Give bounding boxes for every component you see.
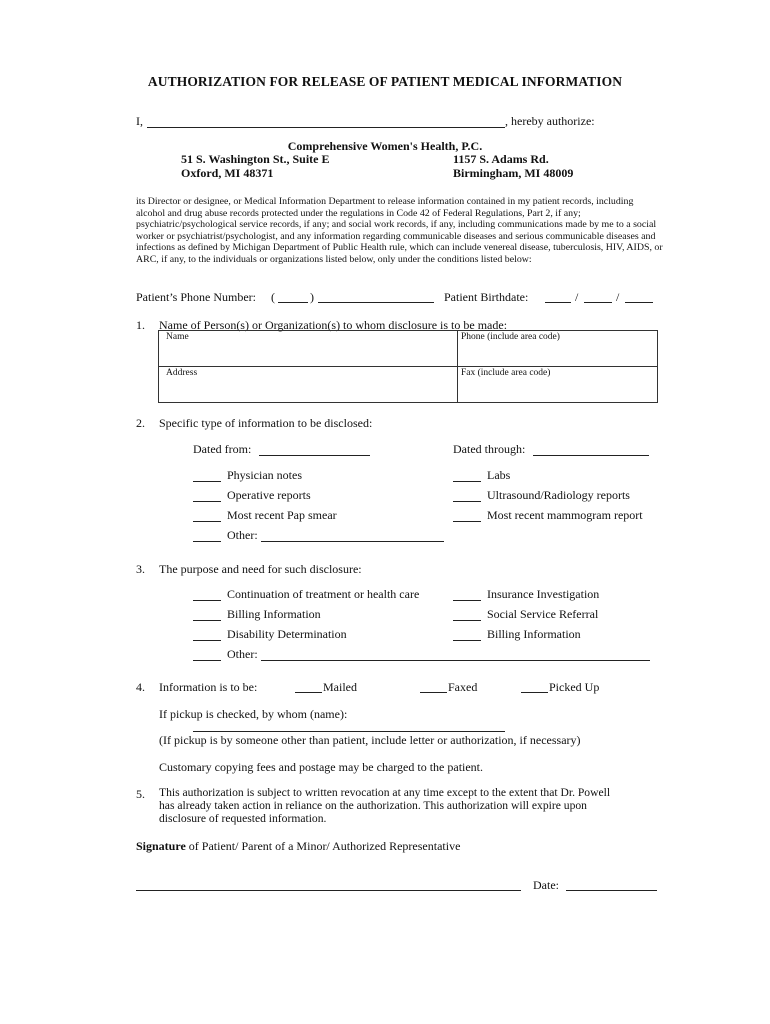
checkbox-mailed[interactable]: [295, 692, 322, 693]
birthdate-day-field[interactable]: [584, 302, 612, 303]
recipient-name-label: Name: [166, 332, 189, 342]
other-purpose-field[interactable]: [261, 660, 650, 661]
item-ultrasound: Ultrasound/Radiology reports: [487, 488, 630, 502]
dated-from-field[interactable]: [259, 455, 370, 456]
birthdate-year-field[interactable]: [625, 302, 653, 303]
fees-note: Customary copying fees and postage may be charged to the patient.: [159, 760, 484, 774]
option-mailed: Mailed: [323, 680, 357, 694]
phone-paren-close: ): [310, 290, 314, 304]
patient-name-field[interactable]: [147, 127, 505, 128]
item-other-info: Other:: [227, 528, 258, 542]
checkbox-physician-notes[interactable]: [193, 481, 221, 482]
section1-number: 1.: [136, 318, 145, 332]
item-operative-reports: Operative reports: [227, 488, 311, 502]
recipient-phone-cell[interactable]: [457, 330, 658, 367]
authorize-suffix: , hereby authorize:: [505, 114, 595, 128]
dated-from-label: Dated from:: [193, 442, 252, 456]
phone-paren-open: (: [271, 290, 275, 304]
recipient-address-cell[interactable]: [158, 366, 458, 403]
form-title: AUTHORIZATION FOR RELEASE OF PATIENT MEDICAL INFORMATION: [147, 74, 623, 89]
item-billing-right: Billing Information: [487, 627, 581, 641]
checkbox-other-info[interactable]: [193, 541, 221, 542]
provider-location2-street: 1157 S. Adams Rd.: [453, 152, 549, 166]
checkbox-labs[interactable]: [453, 481, 481, 482]
checkbox-continuation[interactable]: [193, 600, 221, 601]
signature-field[interactable]: [136, 890, 521, 891]
birthdate-month-field[interactable]: [545, 302, 571, 303]
checkbox-disability[interactable]: [193, 640, 221, 641]
section5-line2: has already taken action in reliance on the authorization. This authorization will expire upon: [159, 799, 587, 812]
checkbox-picked-up[interactable]: [521, 692, 548, 693]
phone-label: Patient’s Phone Number:: [136, 290, 256, 304]
recipient-fax-cell[interactable]: [457, 366, 658, 403]
provider-location1-city: Oxford, MI 48371: [181, 166, 274, 180]
checkbox-insurance[interactable]: [453, 600, 481, 601]
section5-line3: disclosure of requested information.: [159, 812, 327, 825]
other-info-field[interactable]: [261, 541, 444, 542]
checkbox-social-service[interactable]: [453, 620, 481, 621]
signature-date-field[interactable]: [566, 890, 657, 891]
item-billing-left: Billing Information: [227, 607, 321, 621]
item-pap-smear: Most recent Pap smear: [227, 508, 337, 522]
intro-paragraph: its Director or designee, or Medical Information Department to release information contained in my patient records, including alcohol and drug abuse records protected under the regulations in Code 42 of Federal Regulations, Part 2, if any; psychiatric/psychological service records, if any; and social work records, if any, including communications made by me to a social worker or psychiatrist/psychologist, and any information regarding communicable diseases and serious communicable diseases and infections as defined by Michigan Department of Public Health rule, which can include venereal disease, tuberculosis, HIV, AIDS, or ARC, if any, to the individuals or organizations listed below, only under the conditions listed below:: [136, 196, 663, 265]
pickup-name-field[interactable]: [193, 731, 505, 732]
authorize-prefix: I,: [136, 114, 143, 128]
section1-label: Name of Person(s) or Organization(s) to whom disclosure is to be made:: [159, 318, 508, 332]
section2-label: Specific type of information to be disclosed:: [159, 416, 373, 430]
section5-number: 5.: [136, 787, 145, 801]
phone-area-code-field[interactable]: [278, 302, 308, 303]
item-disability: Disability Determination: [227, 627, 347, 641]
section5-line1: This authorization is subject to written revocation at any time except to the extent that Dr. Powell: [159, 786, 611, 799]
section3-label: The purpose and need for such disclosure:: [159, 562, 362, 576]
item-social-service: Social Service Referral: [487, 607, 599, 621]
signature-caption-bold: Signature: [136, 839, 186, 853]
checkbox-faxed[interactable]: [420, 692, 447, 693]
checkbox-operative-reports[interactable]: [193, 501, 221, 502]
signature-caption-rest: of Patient/ Parent of a Minor/ Authorized Representative: [185, 839, 461, 853]
item-insurance: Insurance Investigation: [487, 587, 600, 601]
section4-number: 4.: [136, 680, 145, 694]
provider-location1-street: 51 S. Washington St., Suite E: [181, 152, 330, 166]
birthdate-sep-1: /: [575, 290, 579, 304]
section4-label: Information is to be:: [159, 680, 258, 694]
item-other-purpose: Other:: [227, 647, 258, 661]
item-continuation: Continuation of treatment or health care: [227, 587, 420, 601]
birthdate-sep-2: /: [616, 290, 620, 304]
checkbox-billing-right[interactable]: [453, 640, 481, 641]
item-labs: Labs: [487, 468, 511, 482]
recipient-name-cell[interactable]: [158, 330, 458, 367]
checkbox-ultrasound[interactable]: [453, 501, 481, 502]
recipient-phone-label: Phone (include area code): [461, 332, 560, 342]
option-picked-up: Picked Up: [549, 680, 600, 694]
option-faxed: Faxed: [448, 680, 478, 694]
recipient-fax-label: Fax (include area code): [461, 368, 551, 378]
dated-through-field[interactable]: [533, 455, 649, 456]
section2-number: 2.: [136, 416, 145, 430]
pickup-note: (If pickup is by someone other than patient, include letter or authorization, if necessary): [159, 733, 581, 747]
dated-through-label: Dated through:: [453, 442, 526, 456]
date-label: Date:: [533, 878, 559, 892]
item-mammogram: Most recent mammogram report: [487, 508, 643, 522]
checkbox-pap-smear[interactable]: [193, 521, 221, 522]
section3-number: 3.: [136, 562, 145, 576]
provider-name: Comprehensive Women's Health, P.C.: [287, 139, 483, 153]
checkbox-billing-left[interactable]: [193, 620, 221, 621]
item-physician-notes: Physician notes: [227, 468, 302, 482]
recipient-address-label: Address: [166, 368, 198, 378]
provider-location2-city: Birmingham, MI 48009: [453, 166, 574, 180]
birthdate-label: Patient Birthdate:: [444, 290, 529, 304]
checkbox-other-purpose[interactable]: [193, 660, 221, 661]
pickup-label: If pickup is checked, by whom (name):: [159, 707, 348, 721]
signature-caption: [136, 839, 460, 854]
checkbox-mammogram[interactable]: [453, 521, 481, 522]
phone-number-field[interactable]: [318, 302, 434, 303]
